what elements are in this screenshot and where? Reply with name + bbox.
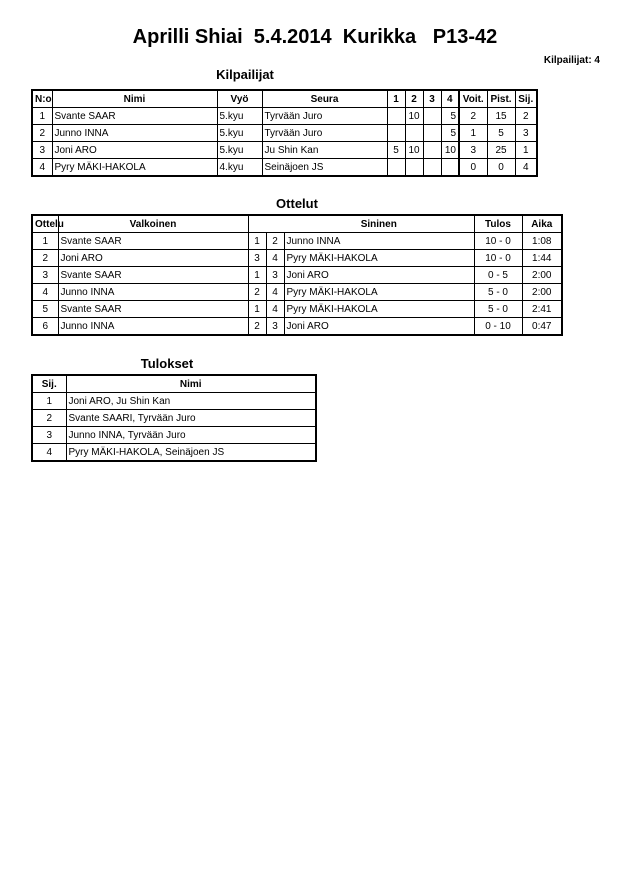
cell-blue-no: 4	[266, 284, 284, 301]
col-club: Seura	[262, 90, 387, 108]
cell-s3	[423, 125, 441, 142]
table-row	[32, 284, 562, 301]
cell-wins: 2	[459, 108, 487, 125]
cell-match-no: 4	[32, 284, 58, 301]
cell-s4: 5	[441, 125, 459, 142]
cell-s2: 10	[405, 142, 423, 159]
cell-white-no: 1	[248, 233, 266, 250]
matches-table	[31, 214, 563, 336]
participants-count: Kilpailijat: 4	[543, 55, 600, 66]
cell-s4	[441, 159, 459, 177]
cell-blue: Junno INNA	[284, 233, 474, 250]
col-no: N:o	[32, 90, 52, 108]
results-header-row	[32, 375, 316, 393]
cell-s2: 10	[405, 108, 423, 125]
cell-white: Svante SAAR	[58, 267, 248, 284]
cell-club: Ju Shin Kan	[262, 142, 387, 159]
cell-time: 2:00	[522, 267, 562, 284]
cell-club: Tyrvään Juro	[262, 108, 387, 125]
cell-belt: 5.kyu	[217, 142, 262, 159]
cell-white: Svante SAAR	[58, 301, 248, 318]
cell-white: Joni ARO	[58, 250, 248, 267]
col-match: Ottelu	[32, 215, 58, 233]
cell-rank: 1	[32, 393, 66, 410]
col-white: Valkoinen	[58, 215, 248, 233]
cell-white-no: 1	[248, 267, 266, 284]
table-row	[32, 142, 537, 159]
cell-club: Seinäjoen JS	[262, 159, 387, 177]
cell-no: 1	[32, 108, 52, 125]
cell-belt: 5.kyu	[217, 108, 262, 125]
table-row	[32, 393, 316, 410]
results-table	[31, 374, 317, 462]
competitors-header-row	[32, 90, 537, 108]
cell-name: Joni ARO	[52, 142, 217, 159]
cell-s3	[423, 142, 441, 159]
cell-no: 2	[32, 125, 52, 142]
col-belt: Vyö	[217, 90, 262, 108]
table-row	[32, 267, 562, 284]
cell-rank: 3	[32, 427, 66, 444]
cell-name: Junno INNA, Tyrvään Juro	[66, 427, 316, 444]
cell-belt: 4.kyu	[217, 159, 262, 177]
col-name: Nimi	[52, 90, 217, 108]
cell-points: 25	[487, 142, 515, 159]
cell-rank: 4	[32, 444, 66, 462]
cell-name: Joni ARO, Ju Shin Kan	[66, 393, 316, 410]
cell-white-no: 1	[248, 301, 266, 318]
table-row	[32, 444, 316, 462]
col-result: Tulos	[474, 215, 522, 233]
cell-result: 10 - 0	[474, 233, 522, 250]
cell-result: 5 - 0	[474, 284, 522, 301]
cell-result: 0 - 10	[474, 318, 522, 336]
matches-title: Ottelut	[276, 196, 318, 211]
cell-rank: 4	[515, 159, 537, 177]
cell-s1	[387, 108, 405, 125]
table-row	[32, 318, 562, 336]
col-white-no	[248, 215, 266, 233]
cell-time: 1:44	[522, 250, 562, 267]
competitors-title: Kilpailijat	[216, 67, 274, 82]
cell-no: 3	[32, 142, 52, 159]
cell-time: 1:08	[522, 233, 562, 250]
cell-white-no: 2	[248, 318, 266, 336]
cell-blue-no: 2	[266, 233, 284, 250]
cell-blue: Joni ARO	[284, 267, 474, 284]
cell-s4: 5	[441, 108, 459, 125]
cell-white: Svante SAAR	[58, 233, 248, 250]
cell-match-no: 3	[32, 267, 58, 284]
cell-name: Svante SAARI, Tyrvään Juro	[66, 410, 316, 427]
table-row	[32, 427, 316, 444]
table-row	[32, 250, 562, 267]
table-row	[32, 301, 562, 318]
table-row	[32, 125, 537, 142]
cell-s2	[405, 125, 423, 142]
cell-match-no: 6	[32, 318, 58, 336]
cell-rank: 2	[515, 108, 537, 125]
page-title: Aprilli Shiai 5.4.2014 Kurikka P13-42	[132, 26, 498, 48]
cell-points: 0	[487, 159, 515, 177]
cell-time: 0:47	[522, 318, 562, 336]
cell-blue-no: 3	[266, 267, 284, 284]
cell-name: Pyry MÄKI-HAKOLA, Seinäjoen JS	[66, 444, 316, 462]
cell-blue: Pyry MÄKI-HAKOLA	[284, 284, 474, 301]
col-blue: Sininen	[284, 215, 474, 233]
cell-s2	[405, 159, 423, 177]
col-wins: Voit.	[459, 90, 487, 108]
table-row	[32, 233, 562, 250]
cell-result: 0 - 5	[474, 267, 522, 284]
cell-s1	[387, 125, 405, 142]
results-title: Tulokset	[140, 356, 194, 371]
cell-wins: 0	[459, 159, 487, 177]
col-time: Aika	[522, 215, 562, 233]
col-name: Nimi	[66, 375, 316, 393]
cell-time: 2:41	[522, 301, 562, 318]
cell-no: 4	[32, 159, 52, 177]
cell-white-no: 3	[248, 250, 266, 267]
cell-blue: Joni ARO	[284, 318, 474, 336]
col-rank: Sij.	[515, 90, 537, 108]
cell-result: 5 - 0	[474, 301, 522, 318]
col-s2: 2	[405, 90, 423, 108]
table-row	[32, 159, 537, 177]
matches-header-row	[32, 215, 562, 233]
cell-match-no: 1	[32, 233, 58, 250]
cell-blue-no: 3	[266, 318, 284, 336]
cell-match-no: 5	[32, 301, 58, 318]
cell-result: 10 - 0	[474, 250, 522, 267]
cell-name: Pyry MÄKI-HAKOLA	[52, 159, 217, 177]
col-blue-no	[266, 215, 284, 233]
cell-blue: Pyry MÄKI-HAKOLA	[284, 301, 474, 318]
cell-name: Svante SAAR	[52, 108, 217, 125]
cell-white: Junno INNA	[58, 284, 248, 301]
cell-time: 2:00	[522, 284, 562, 301]
cell-name: Junno INNA	[52, 125, 217, 142]
cell-s1	[387, 159, 405, 177]
cell-blue: Pyry MÄKI-HAKOLA	[284, 250, 474, 267]
cell-club: Tyrvään Juro	[262, 125, 387, 142]
cell-s4: 10	[441, 142, 459, 159]
cell-white: Junno INNA	[58, 318, 248, 336]
cell-rank: 2	[32, 410, 66, 427]
col-points: Pist.	[487, 90, 515, 108]
cell-points: 5	[487, 125, 515, 142]
col-s3: 3	[423, 90, 441, 108]
cell-blue-no: 4	[266, 250, 284, 267]
cell-blue-no: 4	[266, 301, 284, 318]
cell-wins: 3	[459, 142, 487, 159]
cell-belt: 5.kyu	[217, 125, 262, 142]
col-s1: 1	[387, 90, 405, 108]
cell-wins: 1	[459, 125, 487, 142]
cell-s3	[423, 108, 441, 125]
cell-white-no: 2	[248, 284, 266, 301]
table-row	[32, 108, 537, 125]
col-rank: Sij.	[32, 375, 66, 393]
cell-match-no: 2	[32, 250, 58, 267]
competitors-table	[31, 89, 538, 177]
cell-s3	[423, 159, 441, 177]
cell-rank: 3	[515, 125, 537, 142]
table-row	[32, 410, 316, 427]
cell-rank: 1	[515, 142, 537, 159]
cell-s1: 5	[387, 142, 405, 159]
cell-points: 15	[487, 108, 515, 125]
col-s4: 4	[441, 90, 459, 108]
